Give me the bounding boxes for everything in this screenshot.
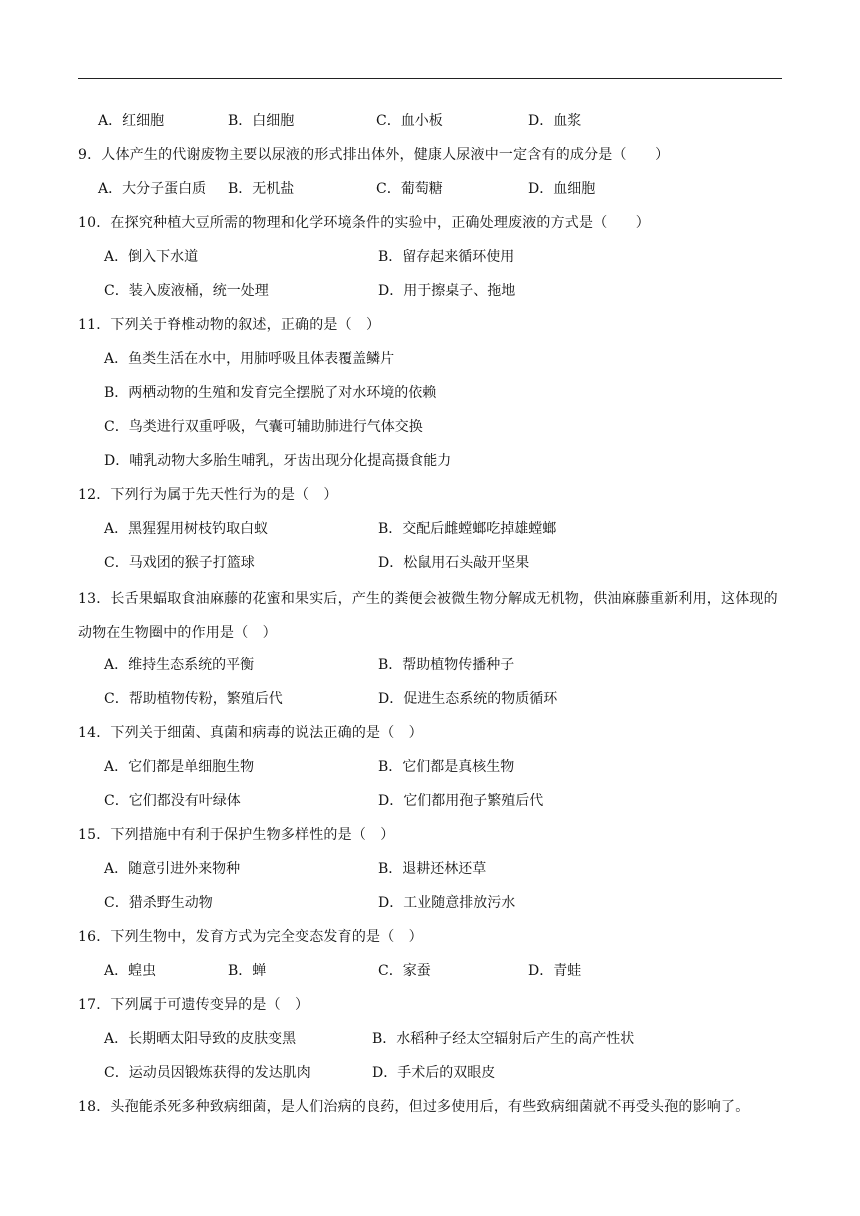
q13-stem: 13．长舌果蝠取食油麻藤的花蜜和果实后，产生的粪便会被微生物分解成无机物，供油麻藤重新利用，这体现的动物在生物圈中的作用是（ ）: [78, 591, 778, 641]
q12-options-2: [78, 548, 788, 582]
q18-stem: 18．头孢能杀死多种致病细菌，是人们治病的良药，但过多使用后，有些致病细菌就不再受头孢的影响了。: [78, 1099, 750, 1115]
q12-stem: 12．下列行为属于先天性行为的是（ ）: [78, 487, 338, 503]
q15-options-1: [78, 854, 788, 888]
q13-option-b: B．帮助植物传播种子: [378, 657, 515, 673]
q17-option-c: C．运动员因锻炼获得的发达肌肉: [104, 1065, 311, 1081]
q15-option-d: D．工业随意排放污水: [378, 895, 516, 911]
q9-options: [78, 174, 788, 208]
q17-options-2: [78, 1058, 788, 1092]
q16-option-c: C．家蚕: [378, 963, 431, 979]
q10-option-d: D．用于擦桌子、拖地: [378, 283, 516, 299]
q10-option-c: C．装入废液桶，统一处理: [104, 283, 269, 299]
q13-option-c: C．帮助植物传粉，繁殖后代: [104, 691, 283, 707]
q16-stem: 16．下列生物中，发育方式为完全变态发育的是（ ）: [78, 929, 423, 945]
q14-option-c: C．它们都没有叶绿体: [104, 793, 241, 809]
q17-stem: 17．下列属于可遗传变异的是（ ）: [78, 997, 310, 1013]
q14-options-2: [78, 786, 788, 820]
q12-option-c: C．马戏团的猴子打篮球: [104, 555, 255, 571]
q10-option-a: A．倒入下水道: [104, 249, 199, 265]
q12-option-b: B．交配后雌螳螂吃掉雄螳螂: [378, 521, 557, 537]
q17-option-d: D．手术后的双眼皮: [372, 1065, 496, 1081]
q13-options-1: [78, 650, 788, 684]
q9-option-d: D．血细胞: [528, 181, 596, 197]
q15-stem: 15．下列措施中有利于保护生物多样性的是（ ）: [78, 827, 395, 843]
q11-option-b: B．两栖动物的生殖和发育完全摆脱了对水环境的依赖: [104, 385, 437, 401]
q17-option-a: A．长期晒太阳导致的皮肤变黑: [104, 1031, 297, 1047]
q14-options-1: [78, 752, 788, 786]
q9-option-b: B．无机盐: [228, 181, 295, 197]
q11-option-d-row: [78, 446, 788, 480]
q13-option-a: A．维持生态系统的平衡: [104, 657, 255, 673]
q10-options-1: [78, 242, 788, 276]
q15-option-c: C．猎杀野生动物: [104, 895, 213, 911]
q8-option-b: B．白细胞: [228, 113, 295, 129]
q11-option-c: C．鸟类进行双重呼吸，气囊可辅助肺进行气体交换: [104, 419, 423, 435]
q10-stem: 10．在探究种植大豆所需的物理和化学环境条件的实验中，正确处理废液的方式是（ ）: [78, 215, 651, 231]
q11-option-d: D．哺乳动物大多胎生哺乳，牙齿出现分化提高摄食能力: [104, 453, 452, 469]
q10-option-b: B．留存起来循环使用: [378, 249, 515, 265]
q10-options-2: [78, 276, 788, 310]
q11-option-c-row: [78, 412, 788, 446]
q16-option-a: A．蝗虫: [104, 963, 157, 979]
question-list: [78, 106, 788, 1126]
q15-options-2: [78, 888, 788, 922]
q11-option-b-row: [78, 378, 788, 412]
q11-option-a: A．鱼类生活在水中，用肺呼吸且体表覆盖鳞片: [104, 351, 395, 367]
q16-option-d: D．青蛙: [528, 963, 582, 979]
q17-options-1: [78, 1024, 788, 1058]
q17-option-b: B．水稻种子经太空辐射后产生的高产性状: [372, 1031, 635, 1047]
q8-option-d: D．血浆: [528, 113, 582, 129]
q14-option-d: D．它们都用孢子繁殖后代: [378, 793, 544, 809]
q16-option-b: B．蝉: [228, 963, 267, 979]
q15-option-a: A．随意引进外来物种: [104, 861, 241, 877]
q16-options: [78, 956, 788, 990]
q13-option-d: D．促进生态系统的物质循环: [378, 691, 558, 707]
q14-option-a: A．它们都是单细胞生物: [104, 759, 255, 775]
q8-option-a: A．红细胞: [98, 113, 165, 129]
q12-option-a: A．黑猩猩用树枝钓取白蚁: [104, 521, 269, 537]
q9-option-a: A．大分子蛋白质: [98, 181, 207, 197]
q13-options-2: [78, 684, 788, 718]
q11-option-a-row: [78, 344, 788, 378]
q12-option-d: D．松鼠用石头敲开坚果: [378, 555, 530, 571]
q8-options: [78, 106, 788, 140]
q8-option-c: C．血小板: [376, 113, 443, 129]
header-rule: [78, 78, 782, 79]
q14-stem: 14．下列关于细菌、真菌和病毒的说法正确的是（ ）: [78, 725, 423, 741]
q15-option-b: B．退耕还林还草: [378, 861, 487, 877]
q12-options-1: [78, 514, 788, 548]
q11-stem: 11．下列关于脊椎动物的叙述，正确的是（ ）: [78, 317, 381, 333]
q9-option-c: C．葡萄糖: [376, 181, 443, 197]
q9-stem: 9．人体产生的代谢废物主要以尿液的形式排出体外，健康人尿液中一定含有的成分是（ ）: [78, 147, 670, 163]
q14-option-b: B．它们都是真核生物: [378, 759, 515, 775]
